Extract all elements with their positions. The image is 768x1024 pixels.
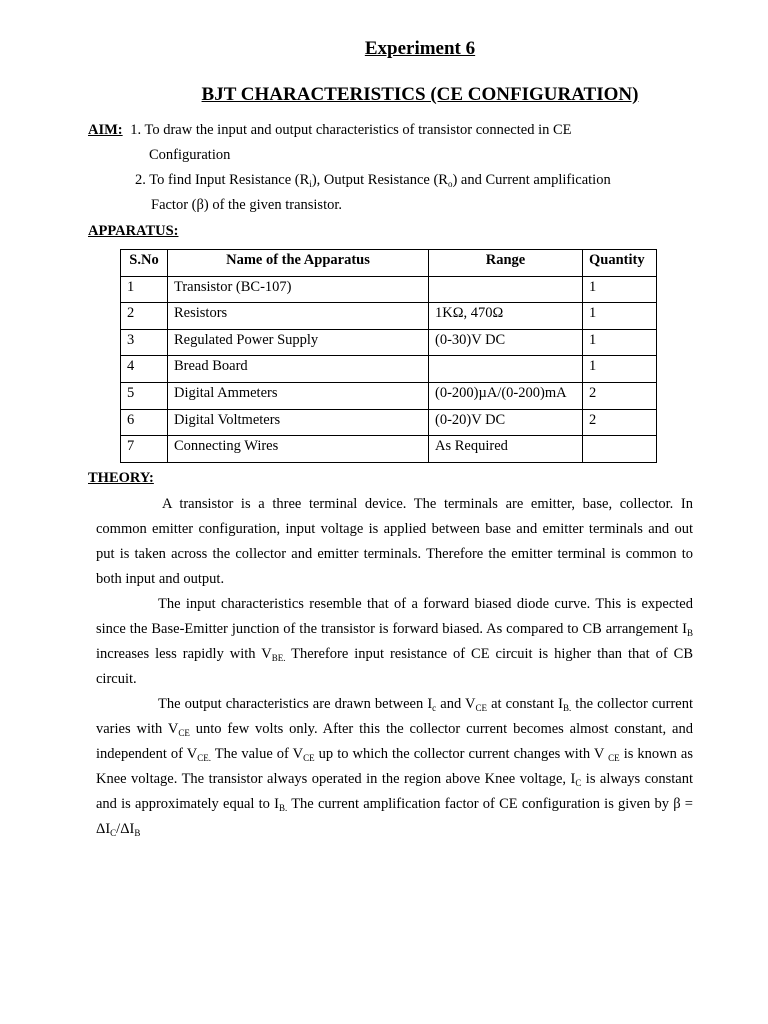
table-cell: Digital Voltmeters: [168, 409, 429, 436]
theory-paragraph-2: The input characteristics resemble that of a forward biased diode curve. This is expected since the Base-Emitter junction of the transistor is forward biased. As compared to CB arrangement $I_B$ increases less rapidly with $V_{BE.}$ Therefore input resistance of CE circuit is higher than that of CB circuit.: [96, 596, 693, 687]
page-title: BJT CHARACTERISTICS (CE CONFIGURATION): [201, 84, 639, 105]
table-cell: 1KΩ, 470Ω: [429, 303, 583, 330]
column-header: S.No: [121, 250, 168, 277]
table-cell: [429, 276, 583, 303]
aim-label: AIM:: [88, 122, 123, 138]
table-row: [121, 356, 657, 383]
table-cell: 6: [121, 409, 168, 436]
table-cell: 2: [583, 382, 657, 409]
table-cell: [429, 356, 583, 383]
column-header: Name of the Apparatus: [168, 250, 429, 277]
table-cell: Regulated Power Supply: [168, 329, 429, 356]
table-cell: Connecting Wires: [168, 436, 429, 463]
table-cell: 1: [121, 276, 168, 303]
column-header: Quantity: [583, 250, 657, 277]
aim-item-2: 2. To find Input Resistance $(R_i)$, Output Resistance $(R_o)$ and Current amplification: [135, 172, 611, 189]
table-row: [121, 436, 657, 463]
table-cell: 3: [121, 329, 168, 356]
table-row: [121, 409, 657, 436]
theory-paragraph-1: A transistor is a three terminal device. The terminals are emitter, base, collector. In common emitter configuration, input voltage is applied between base and emitter terminals and out put is taken across the collector and emitter terminals. Therefore the emitter terminal is common to both input and output.: [96, 496, 693, 587]
theory-paragraph-3: The output characteristics are drawn between $I_c$ and $V_{CE}$ at constant $I_{B.}$ the collector current varies with $V_{CE}$ unto few volts only. After this the collector current becomes almost constant, and independent of $V_{CE.}$ The value of $V_{CE}$ up to which the collector current changes with V $_{CE}$ is known as Knee voltage. The transistor always operated in the region above Knee voltage, $I_C$ is always constant and is approximately equal to $I_{B.}$ The current amplification factor of CE configuration is given by $\beta = \Delta I_C/\Delta I_B$: [96, 696, 693, 838]
table-cell: As Required: [429, 436, 583, 463]
table-row: [121, 276, 657, 303]
table-cell: Digital Ammeters: [168, 382, 429, 409]
apparatus-table: [120, 249, 657, 463]
table-cell: 1: [583, 356, 657, 383]
table-cell: Transistor (BC-107): [168, 276, 429, 303]
table-row: [121, 329, 657, 356]
aim-line-1: [88, 121, 572, 139]
table-cell: [583, 436, 657, 463]
column-header: Range: [429, 250, 583, 277]
theory-label: THEORY:: [88, 470, 154, 486]
table-cell: (0-200)µA/(0-200)mA: [429, 382, 583, 409]
table-cell: (0-30)V DC: [429, 329, 583, 356]
table-cell: 1: [583, 303, 657, 330]
table-row: [121, 303, 657, 330]
table-cell: 1: [583, 329, 657, 356]
table-cell: 1: [583, 276, 657, 303]
aim-item-1: 1. To draw the input and output characteristics of transistor connected in CE: [130, 122, 572, 138]
theory-body: [96, 492, 693, 842]
experiment-number: Experiment 6: [364, 38, 476, 59]
table-cell: 2: [121, 303, 168, 330]
table-cell: 4: [121, 356, 168, 383]
aim-item-1-continuation: Configuration: [149, 147, 231, 163]
apparatus-label: APPARATUS:: [88, 223, 179, 239]
aim-item-2-continuation: Factor (β) of the given transistor.: [151, 197, 342, 213]
table-header-row: [121, 250, 657, 277]
table-cell: Bread Board: [168, 356, 429, 383]
table-cell: (0-20)V DC: [429, 409, 583, 436]
table-cell: 7: [121, 436, 168, 463]
table-cell: 5: [121, 382, 168, 409]
table-cell: 2: [583, 409, 657, 436]
table-row: [121, 382, 657, 409]
table-cell: Resistors: [168, 303, 429, 330]
